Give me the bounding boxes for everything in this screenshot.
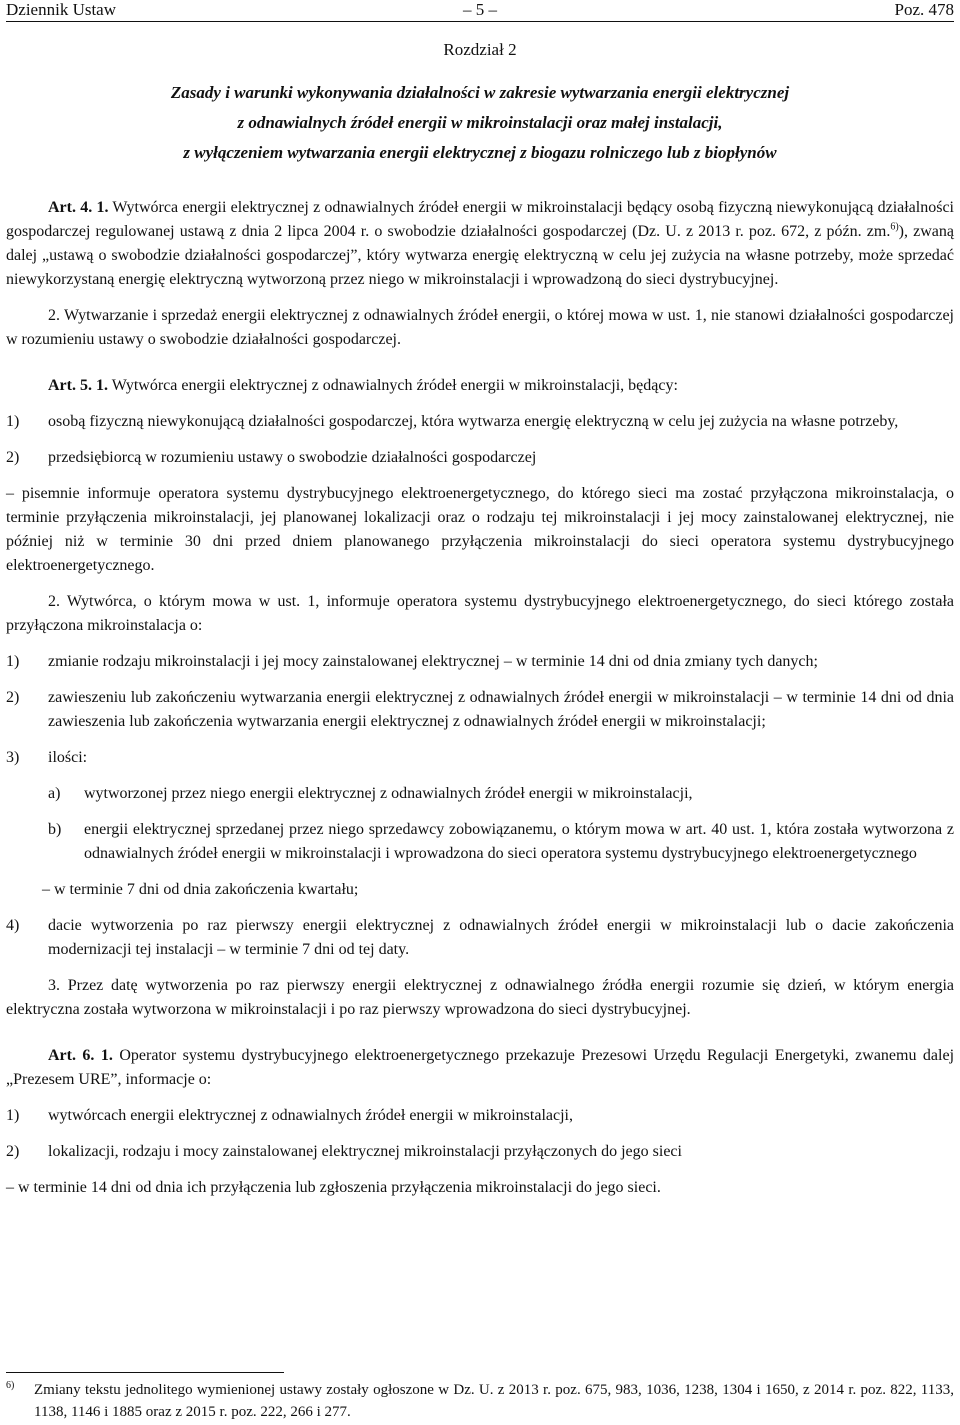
footnote-reference: 6) (890, 221, 899, 233)
footnote-separator (6, 1372, 284, 1373)
list-item-text: lokalizacji, rodzaju i mocy zainstalowanej elektrycznej mikroinstalacji przyłączonych do jego sieci (48, 1143, 682, 1160)
art4-text: Wytwórca energii elektrycznej z odnawialnych źródeł energii w mikroinstalacji będący osobą fizyczną niewykonującą działalności gospodarczej regulowanej ustawą z dnia 2 lipca 2004 r. o swobodzie działalności gospodarczej (Dz. U. z 2013 r. poz. 672, z późn. zm. (6, 199, 954, 240)
art5-paragraph-3: 3. Przez datę wytworzenia po raz pierwszy energii elektrycznej z odnawialnego źródła energii rozumie się dzień, w którym energia elektryczna została wytworzona w mikroinstalacji i po raz pierwszy wprowadzona do sieci dystrybucyjnej. (6, 977, 954, 1018)
list-item-number: 1) (6, 413, 20, 430)
sub-list-item (48, 782, 954, 806)
article-heading: Art. 6. 1. (48, 1047, 113, 1064)
chapter-title-line: z wyłączeniem wytwarzania energii elektrycznej z biogazu rolniczego lub z biopłynów (183, 143, 777, 162)
art6-paragraph-1 (6, 1044, 954, 1092)
sub-item-text: wytworzonej przez niego energii elektrycznej z odnawialnych źródeł energii w mikroinstalacji, (84, 785, 693, 802)
footnote-mark: 6) (6, 1380, 15, 1391)
list-item-number: 4) (6, 917, 20, 934)
article-heading: Art. 5. 1. (48, 377, 108, 394)
art5-paragraph-2: 2. Wytwórca, o którym mowa w ust. 1, informuje operatora systemu dystrybucyjnego elektroenergetycznego, do sieci którego została przyłączona mikroinstalacja o: (6, 593, 954, 634)
sub-item-text: energii elektrycznej sprzedanej przez niego sprzedawcy zobowiązanemu, o którym mowa w art. 40 ust. 1, która została wytworzona z odnawialnych źródeł energii w mikroinstalacji i wprowadzona do sieci operatora systemu dystrybucyjnego elektroenergetycznego (84, 821, 954, 862)
document-body (6, 38, 954, 1200)
list-item-number: 1) (6, 653, 20, 670)
footnote-text: Zmiany tekstu jednolitego wymienionej ustawy zostały ogłoszone w Dz. U. z 2013 r. poz. 675, 983, 1036, 1238, 1304 i 1650, z 2014 r. poz. 822, 1133, 1138, 1146 i 1885 oraz z 2015 r. poz. 222, 266 i 277. (34, 1382, 954, 1420)
list-item-text: zmianie rodzaju mikroinstalacji i jej mocy zainstalowanej elektrycznej – w terminie 14 dni od dnia zmiany tych danych; (48, 653, 818, 670)
position-number: Poz. 478 (894, 0, 954, 19)
art4-paragraph-1 (6, 196, 954, 292)
list-item (6, 914, 954, 962)
list-item (6, 1140, 954, 1164)
header-rule (6, 21, 954, 22)
journal-name: Dziennik Ustaw (6, 0, 117, 19)
art5-intro: Wytwórca energii elektrycznej z odnawialnych źródeł energii w mikroinstalacji, będący: (111, 377, 678, 394)
chapter-title-line: Zasady i warunki wykonywania działalności w zakresie wytwarzania energii elektrycznej (170, 83, 790, 102)
sub-item-letter: b) (48, 821, 62, 838)
art5-paragraph-1 (6, 374, 954, 398)
list-item (6, 446, 954, 470)
list-item-number: 2) (6, 449, 20, 466)
art4-paragraph-2: 2. Wytwarzanie i sprzedaż energii elektrycznej z odnawialnych źródeł energii, o której mowa w ust. 1, nie stanowi działalności gospodarczej w rozumieniu ustawy o swobodzie działalności gospodarczej. (6, 307, 954, 348)
list-item (6, 410, 954, 434)
list-item (6, 650, 954, 674)
list-item-number: 3) (6, 749, 20, 766)
art5-closing: – pisemnie informuje operatora systemu dystrybucyjnego elektroenergetycznego, do którego sieci ma zostać przyłączona mikroinstalacja, o terminie przyłączenia mikroinstalacji, jej planowanej lokalizacji oraz o rodzaju tej mikroinstalacji i jej mocy zainstalowanej elektrycznej, nie później niż w terminie 30 dni przed dniem planowanego przyłączenia mikroinstalacji do sieci operatora systemu dystrybucyjnego elektroenergetycznego. (6, 485, 954, 574)
list-item-text: ilości: (48, 749, 88, 766)
list-item-text: dacie wytworzenia po raz pierwszy energii elektrycznej z odnawialnych źródeł energii w mikroinstalacji lub o dacie zakończenia modernizacji tej instalacji – w terminie 7 dni od tej daty. (48, 917, 954, 958)
list-item-number: 1) (6, 1107, 20, 1124)
list-item (6, 1104, 954, 1128)
sub-list-closing: – w terminie 7 dni od dnia zakończenia kwartału; (42, 881, 359, 898)
list-item-number: 2) (6, 1143, 20, 1160)
chapter-title-line: z odnawialnych źródeł energii w mikroinstalacji oraz małej instalacji, (237, 113, 723, 132)
article-heading: Art. 4. 1. (48, 199, 109, 216)
page-number: – 5 – (463, 0, 497, 19)
list-item-text: zawieszeniu lub zakończeniu wytwarzania energii elektrycznej z odnawialnych źródeł energii w mikroinstalacji – w terminie 14 dni od dnia zawieszenia lub zakończenia wytwarzania energii elektrycznej z odnawialnych źródeł energii w mikroinstalacji; (48, 689, 954, 730)
art6-intro: Operator systemu dystrybucyjnego elektroenergetycznego przekazuje Prezesowi Urzędu Regulacji Energetyki, zwanemu dalej „Prezesem URE”, informacje o: (6, 1047, 955, 1088)
list-item-text: osobą fizyczną niewykonującą działalności gospodarczej, która wytwarza energię elektryczną w celu jej zużycia na własne potrzeby, (48, 413, 899, 430)
art4-text-cont: ), zwaną dalej „ustawą o swobodzie działalności gospodarczej”, który wytwarza energię elektryczną w celu jej zużycia na własne potrzeby, może sprzedać niewykorzystaną energię elektryczną wytworzoną przez niego w mikroinstalacji i wprowadzoną do sieci dystrybucyjnej. (6, 223, 954, 288)
sub-list-item (48, 818, 954, 866)
chapter-title (6, 78, 954, 168)
page-header (6, 0, 954, 22)
footnote (6, 1379, 954, 1423)
list-item-text: wytwórcach energii elektrycznej z odnawialnych źródeł energii w mikroinstalacji, (48, 1107, 573, 1124)
list-item-text: przedsiębiorcą w rozumieniu ustawy o swobodzie działalności gospodarczej (48, 449, 537, 466)
sub-item-letter: a) (48, 785, 61, 802)
list-item (6, 686, 954, 734)
art6-closing: – w terminie 14 dni od dnia ich przyłączenia lub zgłoszenia przyłączenia mikroinstalacji do jego sieci. (6, 1179, 661, 1196)
list-item-number: 2) (6, 689, 20, 706)
chapter-label: Rozdział 2 (443, 40, 517, 59)
list-item (6, 746, 954, 770)
